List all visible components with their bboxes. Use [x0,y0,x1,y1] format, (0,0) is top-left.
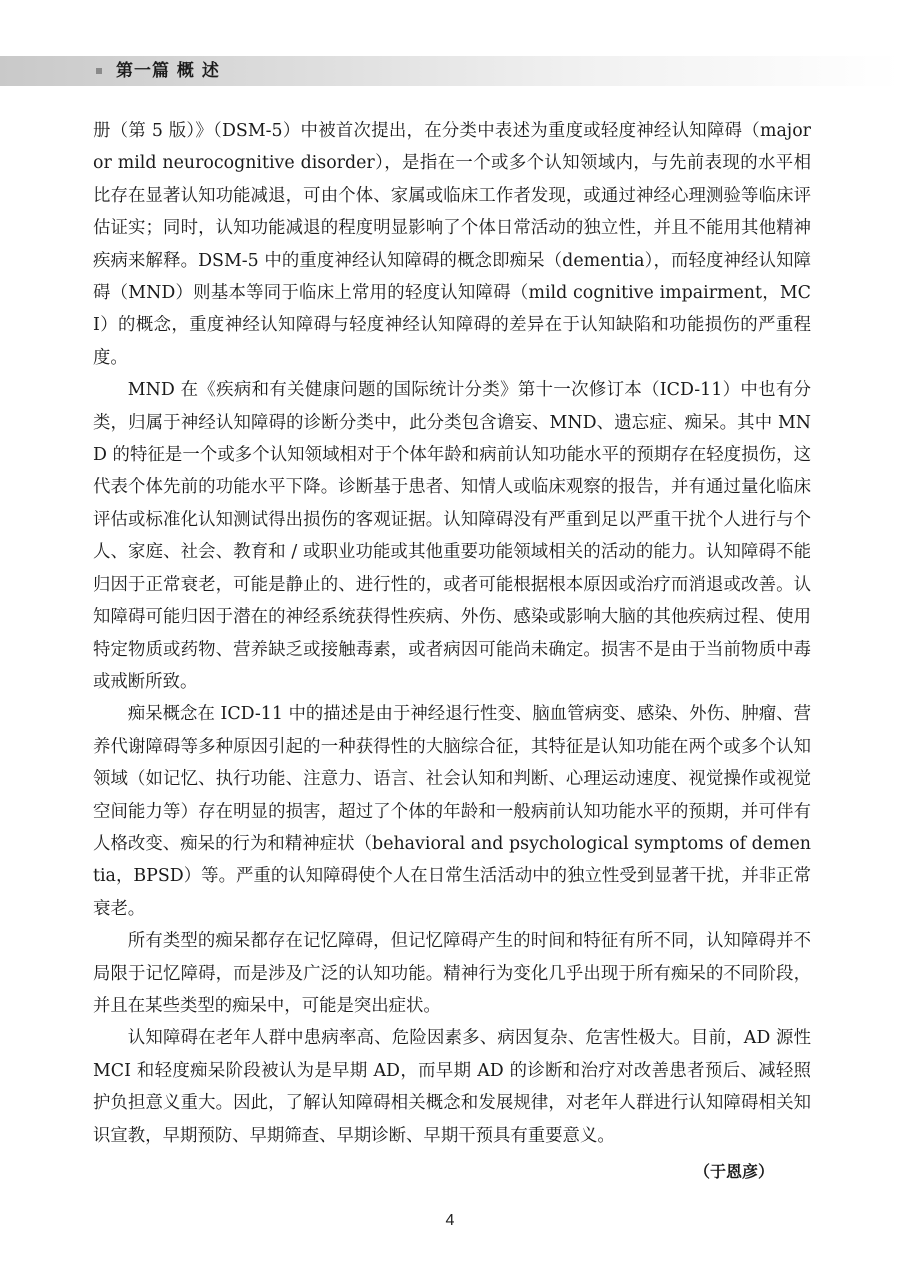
running-header-title: 第一篇 概 述 [116,61,220,81]
body-paragraph: 所有类型的痴呆都存在记忆障碍，但记忆障碍产生的时间和特征有所不同，认知障碍并不局限于记忆障碍，而是涉及广泛的认知功能。精神行为变化几乎出现于所有痴呆的不同阶段，并且在某些类型的痴呆中，可能是突出症状。 [93,931,811,1016]
page-number: 4 [445,1212,455,1229]
body-paragraph: 痴呆概念在 ICD-11 中的描述是由于神经退行性变、脑血管病变、感染、外伤、肿瘤、营养代谢障碍等多种原因引起的一种获得性的大脑综合征，其特征是认知功能在两个或多个认知领域（如记忆、执行功能、注意力、语言、社会认知和判断、心理运动速度、视觉操作或视觉空间能力等）存在明显的损害，超过了个体的年龄和一般病前认知功能水平的预期，并可伴有人格改变、痴呆的行为和精神症状（behavioral and psychological symptoms of dementia，BPSD）等。严重的认知障碍使个人在日常生活活动中的独立性受到显著干扰，并非正常衰老。 [93,704,811,919]
author-attribution: （于恩彦） [693,1162,774,1181]
page-body [93,115,811,1152]
header-square-marker [96,68,102,74]
body-paragraph: 册（第 5 版）》（DSM-5）中被首次提出，在分类中表述为重度或轻度神经认知障碍（major or mild neurocognitive disorder），是指在一个或多个认知领域内，与先前表现的水平相比存在显著认知功能减退，可由个体、家属或临床工作者发现，或通过神经心理测验等临床评估证实；同时，认知功能减退的程度明显影响了个体日常活动的独立性，并且不能用其他精神疾病来解释。DSM-5 中的重度神经认知障碍的概念即痴呆（dementia），而轻度神经认知障碍（MND）则基本等同于临床上常用的轻度认知障碍（mild cognitive impairment，MCI）的概念，重度神经认知障碍与轻度神经认知障碍的差异在于认知缺陷和功能损伤的严重程度。 [93,121,811,368]
body-paragraph: MND 在《疾病和有关健康问题的国际统计分类》第十一次修订本（ICD-11）中也有分类，归属于神经认知障碍的诊断分类中，此分类包含谵妄、MND、遗忘症、痴呆。其中 MND 的特征是一个或多个认知领域相对于个体年龄和病前认知功能水平的预期存在轻度损伤，这代表个体先前的功能水平下降。诊断基于患者、知情人或临床观察的报告，并有通过量化临床评估或标准化认知测试得出损伤的客观证据。认知障碍没有严重到足以严重干扰个人进行与个人、家庭、社会、教育和 / 或职业功能或其他重要功能领域相关的活动的能力。认知障碍不能归因于正常衰老，可能是静止的、进行性的，或者可能根据根本原因或治疗而消退或改善。认知障碍可能归因于潜在的神经系统获得性疾病、外伤、感染或影响大脑的其他疾病过程、使用特定物质或药物、营养缺乏或接触毒素，或者病因可能尚未确定。损害不是由于当前物质中毒或戒断所致。 [93,380,811,692]
body-paragraph: 认知障碍在老年人群中患病率高、危险因素多、病因复杂、危害性极大。目前，AD 源性 MCI 和轻度痴呆阶段被认为是早期 AD，而早期 AD 的诊断和治疗对改善患者预后、减轻照护负担意义重大。因此，了解认知障碍相关概念和发展规律，对老年人群进行认知障碍相关知识宣教，早期预防、早期筛查、早期诊断、早期干预具有重要意义。 [93,1028,811,1146]
